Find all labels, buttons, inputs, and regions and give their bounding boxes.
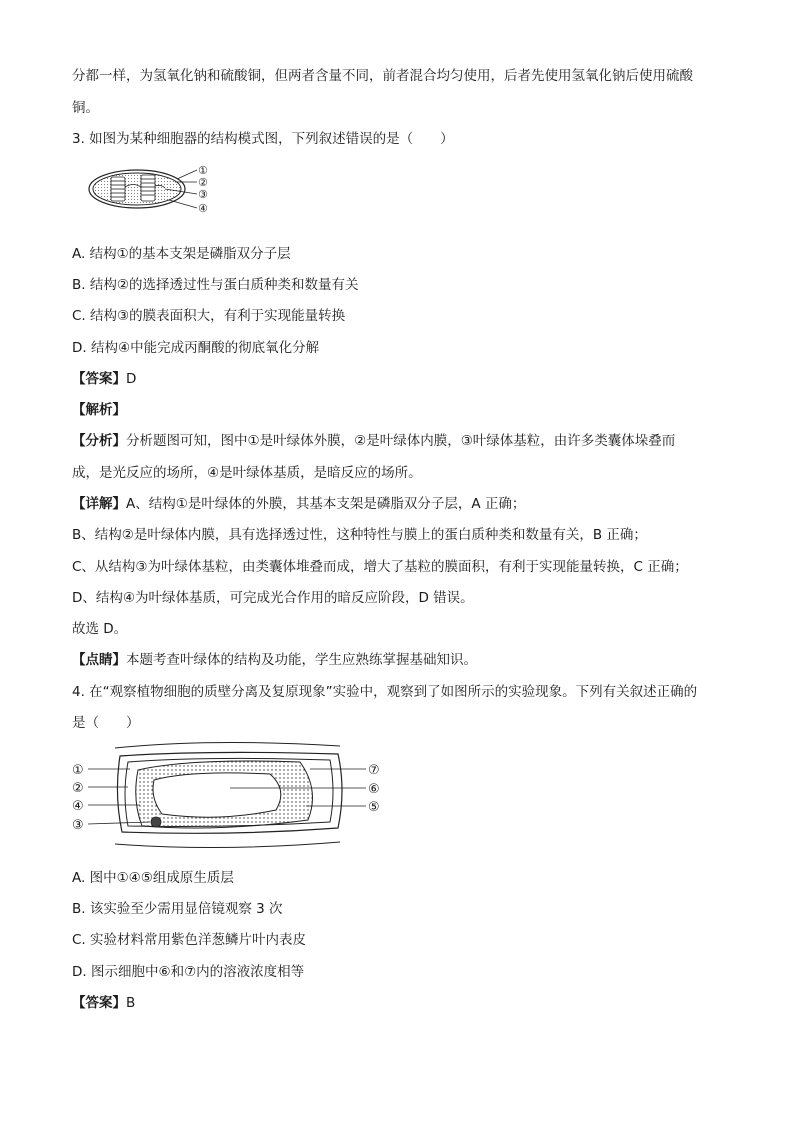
q4-option-b: B. 该实验至少需用显倍镜观察 3 次: [72, 901, 283, 917]
label-1: ①: [198, 164, 208, 177]
dianjing-text: 本题考查叶绿体的结构及功能，学生应熟练掌握基础知识。: [126, 652, 477, 668]
label-7: ⑦: [368, 763, 380, 778]
plasmolysis-figure: [70, 740, 390, 852]
chloroplast-figure: [85, 162, 225, 220]
neighbor-cell-top: [115, 742, 340, 748]
q4-stem-line1: 4. 在“观察植物细胞的质壁分离及复原现象”实验中，观察到了如图所示的实验现象。下列有关叙述正确的: [72, 684, 698, 700]
q4-answer-line: [72, 993, 135, 1013]
fenxi-tag: 【分析】: [72, 433, 126, 449]
q3-xiangjie-d: D、结构④为叶绿体基质，可完成光合作用的暗反应阶段，D 错误。: [72, 590, 474, 606]
vacuole: [153, 773, 281, 817]
q3-analysis-tag: 【解析】: [72, 402, 126, 418]
q3-fenxi-line1: [72, 431, 675, 451]
answer-tag: 【答案】: [72, 371, 126, 387]
q3-stem: 3. 如图为某种细胞器的结构模式图，下列叙述错误的是（ ）: [72, 131, 454, 147]
q3-option-a: A. 结构①的基本支架是磷脂双分子层: [72, 246, 291, 262]
label-1: ①: [72, 763, 84, 778]
inner-membrane: [93, 173, 181, 205]
q3-xiangjie-b: B、结构②是叶绿体内膜，具有选择透过性，这种特性与膜上的蛋白质种类和数量有关，B 正确；: [72, 527, 647, 543]
q3-xiangjie-c: C、从结构③为叶绿体基粒，由类囊体堆叠而成，增大了基粒的膜面积，有利于实现能量转换，C 正确；: [72, 559, 688, 575]
q3-xiangjie-a: [72, 494, 525, 514]
prev-text-line1: 分都一样，为氢氧化钠和硫酸铜，但两者含量不同，前者混合均匀使用，后者先使用氢氧化钠后使用硫酸: [72, 68, 693, 84]
neighbor-cell-bottom: [115, 842, 340, 848]
q4-option-d: D. 图示细胞中⑥和⑦内的溶液浓度相等: [72, 964, 305, 980]
nucleus: [151, 817, 161, 827]
dianjing-tag: 【点睛】: [72, 652, 126, 668]
q3-option-b: B. 结构②的选择透过性与蛋白质种类和数量有关: [72, 277, 359, 293]
q3-conclusion: 故选 D。: [72, 621, 128, 637]
xiangjie-a-text: A、结构①是叶绿体的外膜，其基本支架是磷脂双分子层，A 正确；: [126, 496, 526, 512]
q3-option-d: D. 结构④中能完成丙酮酸的彻底氧化分解: [72, 340, 320, 356]
fenxi-text1: 分析题图可知，图中①是叶绿体外膜，②是叶绿体内膜，③叶绿体基粒，由许多类囊体垛叠而: [126, 433, 676, 449]
q3-option-c: C. 结构③的膜表面积大，有利于实现能量转换: [72, 308, 346, 324]
label-4: ④: [72, 799, 84, 814]
label-3: ③: [198, 188, 208, 201]
xiangjie-tag: 【详解】: [72, 496, 126, 512]
label-4: ④: [198, 202, 208, 215]
q3-fenxi-line2: 成，是光反应的场所，④是叶绿体基质，是暗反应的场所。: [72, 465, 422, 481]
q4-option-a: A. 图中①④⑤组成原生质层: [72, 870, 234, 886]
prev-text-line2: 铜。: [72, 100, 99, 116]
q4-stem-line2: 是（ ）: [72, 715, 140, 731]
q3-dianjing: [72, 650, 477, 670]
label-3: ③: [72, 818, 84, 833]
answer-value: B: [126, 995, 136, 1011]
q4-option-c: C. 实验材料常用紫色洋葱鳞片叶内表皮: [72, 932, 307, 948]
q3-answer-line: [72, 369, 136, 389]
label-2: ②: [198, 176, 208, 189]
label-2: ②: [72, 781, 84, 796]
answer-value: D: [126, 371, 137, 387]
answer-tag: 【答案】: [72, 995, 126, 1011]
label-6: ⑥: [368, 782, 380, 797]
label-5: ⑤: [368, 800, 380, 815]
